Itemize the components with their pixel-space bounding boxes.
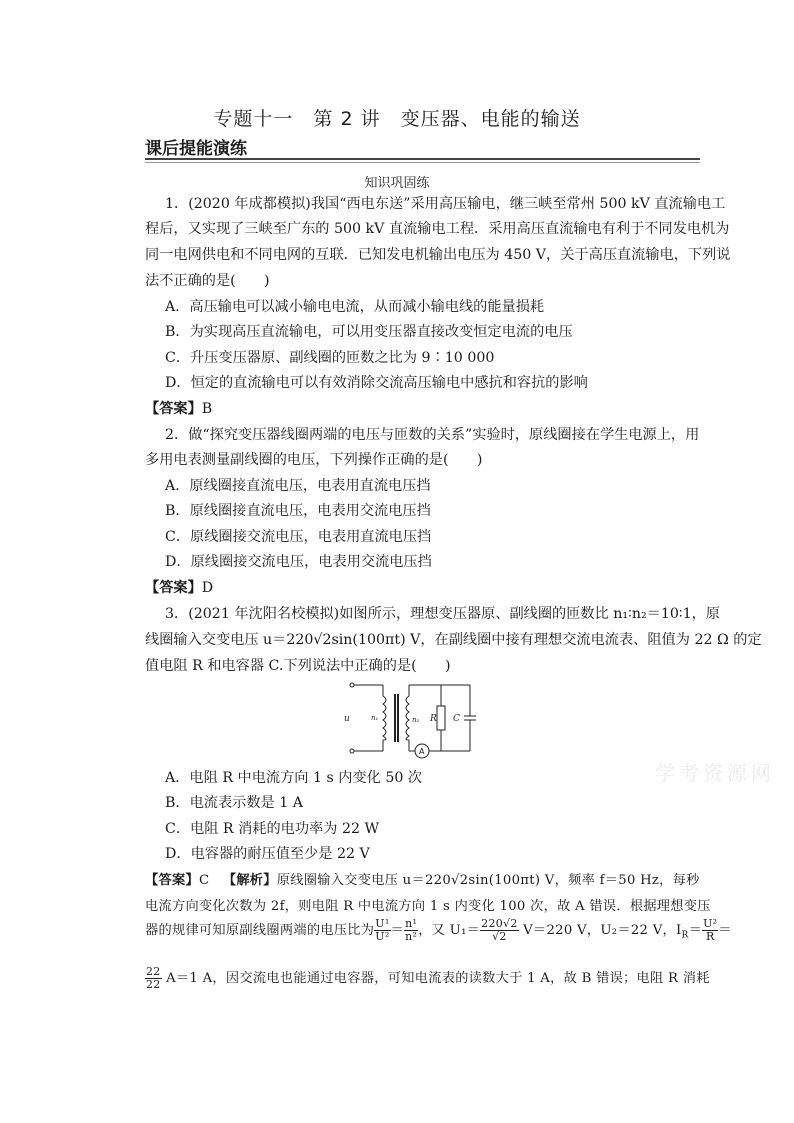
q1-answer (145, 398, 212, 418)
answer-value: C (198, 873, 210, 888)
q2-option-d: D．原线圈接交流电压，电表用交流电压挡 (165, 554, 432, 570)
q1-line-2: 程后，又实现了三峡至广东的 500 kV 直流输电工程．采用高压直流输电有利于不同发电机为 (145, 221, 730, 237)
circuit-diagram (335, 676, 485, 762)
fraction-n1-n2: $\frac{\text{n¹}}{\text{n²}}$ (405, 917, 418, 943)
primary-coil (383, 696, 386, 740)
secondary-coil (406, 696, 409, 740)
q1-option-d: D．恒定的直流输电可以有效消除交流高压输电中感抗和容抗的影响 (165, 375, 588, 391)
q2-line-2: 多用电表测量副线圈的电压，下列操作正确的是( ) (145, 452, 483, 468)
label-n1: n₁ (371, 714, 379, 722)
q3-option-d: D．电容器的耐压值至少是 22 V (165, 846, 370, 862)
label-C: C (453, 714, 460, 724)
q3-ratio: n₁∶n₂＝10∶1，原 (613, 606, 720, 622)
q1-line-1: 1．(2020 年成都模拟)我国“西电东送”采用高压输电，继三峡至常州 500 kV 直流输电工 (165, 196, 726, 212)
q3-option-b: B．电流表示数是 1 A (165, 795, 304, 811)
fraction-U2-R: $\frac{\text{U²}}{R}$ (703, 917, 718, 943)
answer-value: B (201, 401, 213, 417)
q2-line-1: 2．做“探究变压器线圈两端的电压与匝数的关系”实验时，原线圈接在学生电源上，用 (165, 427, 700, 443)
q3-line-1a: 3．(2021 年沈阳名校模拟)如图所示，理想变压器原、副线圈的匝数比 (165, 606, 614, 622)
label-A: A (419, 747, 425, 756)
divider-thin (145, 162, 700, 163)
analysis-text-2: 电流方向变化次数为 2f，则电阻 R 中电流方向 1 s 内变化 100 次，故 A 错误．根据理想变压 (145, 899, 711, 914)
q2-option-c: C．原线圈接交流电压，电表用直流电压挡 (165, 529, 432, 545)
q3-line-1 (165, 603, 720, 623)
terminal-top (350, 683, 354, 687)
q3-option-c: C．电阻 R 消耗的电功率为 22 W (165, 821, 380, 837)
answer-tag: 【答案】 (145, 873, 199, 888)
answer-tag: 【答案】 (145, 401, 202, 417)
q3-option-a: A．电阻 R 中电流方向 1 s 内变化 50 次 (165, 770, 423, 786)
analysis-text-1: 原线圈输入交变电压 u＝220√2sin(100πt) V，频率 f＝50 Hz，每秒 (276, 873, 700, 888)
divider (145, 158, 700, 160)
resistor (437, 706, 445, 730)
q3-line-2: 线圈输入交变电压 u＝220√2sin(100πt) V，在副线圈中接有理想交流电流表、阻值为 22 Ω 的定 (145, 632, 762, 648)
q2-option-b: B．原线圈接直流电压，电表用交流电压挡 (165, 503, 431, 519)
q1-line-4: 法不正确的是( ) (145, 273, 270, 289)
q1-option-c: C．升压变压器原、副线圈的匝数之比为 9∶10 000 (165, 350, 495, 366)
q1-line-3: 同一电网供电和不同电网的互联．已知发电机输出电压为 450 V，关于高压直流输电，下列说 (145, 247, 731, 263)
analysis-tag: 【解析】 (222, 873, 277, 888)
analysis-text-4: $\frac{22}{22}$ A＝1 A，因交流电也能通过电容器，可知电流表的读数大于 1 A，故 B 错误；电阻 R 消耗 (146, 965, 710, 991)
q3-line-3: 值电阻 R 和电容器 C.下列说法中正确的是( ) (145, 658, 451, 674)
answer-tag: 【答案】 (145, 580, 202, 596)
section-subtitle: 课后提能演练 (145, 139, 247, 159)
q1-option-b: B．为实现高压直流输电，可以用变压器直接改变恒定电流的电压 (165, 324, 573, 340)
q2-answer (145, 577, 213, 597)
q3-answer-line (145, 869, 700, 888)
terminal-bottom (350, 749, 354, 753)
label-n2: n₂ (412, 716, 420, 724)
section-heading: 知识巩固练 (364, 176, 430, 191)
answer-value: D (201, 580, 214, 596)
q2-option-a: A．原线圈接直流电压，电表用直流电压挡 (165, 478, 431, 494)
label-u: u (344, 714, 350, 724)
fraction-22-22: $\frac{22}{22}$ (146, 965, 161, 991)
analysis-text-3: 器的规律可知原副线圈两端的电压比为 $\frac{\text{U¹}}{\text{U²}}$ ＝ $\frac{\text{n¹}}{\text{n²}}$ ，又 U₁＝ $\frac{220√2}{√2}$ V＝220 V，U₂＝22 V，$I_R=$ $\frac{\text{U²}}{R}$ ＝ (145, 917, 732, 943)
watermark: 学考资源网 (655, 761, 775, 785)
q1-option-a: A．高压输电可以减小输电电流，从而减小输电线的能量损耗 (165, 299, 545, 315)
label-R: R (430, 714, 437, 724)
fraction-U1-U2: $\frac{\text{U¹}}{\text{U²}}$ (375, 917, 390, 943)
fraction-voltage: $\frac{220√2}{√2}$ (481, 917, 518, 943)
page-title: 专题十一 第 2 讲 变压器、电能的输送 (213, 108, 581, 130)
